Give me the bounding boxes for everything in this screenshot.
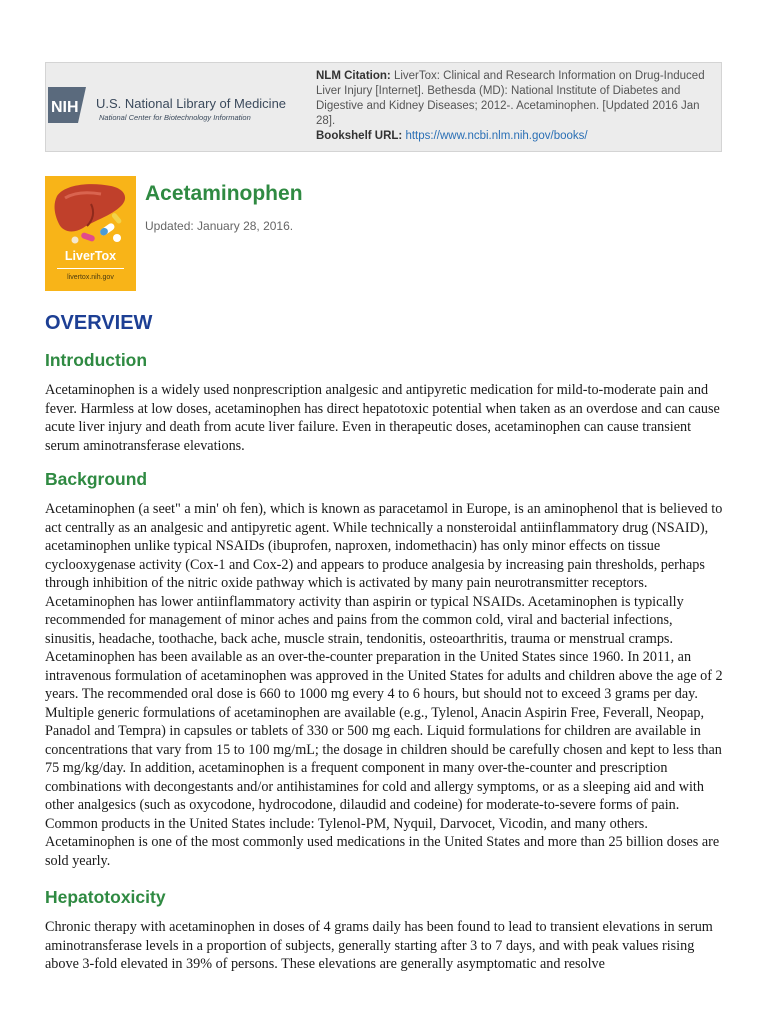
- citation-label: NLM Citation:: [316, 70, 391, 82]
- citation-text: [316, 69, 714, 144]
- hepatotoxicity-heading: Hepatotoxicity: [45, 887, 166, 907]
- nih-logo-icon: [48, 87, 86, 123]
- introduction-text: Acetaminophen is a widely used nonprescription analgesic and antipyretic medication for mild-to-moderate pain and fever. Harmless at low doses, acetaminophen has direct hepatotoxic potential when taken as an overdose and can cause acute liver injury and death from acute liver failure. Even in therapeutic doses, acetaminophen can cause transient serum aminotransferase elevations.: [45, 382, 720, 454]
- bookshelf-url-link[interactable]: https://www.ncbi.nlm.nih.gov/books/: [405, 130, 588, 142]
- nlm-name: U.S. National Library of Medicine: [96, 96, 287, 111]
- background-text: Acetaminophen (a seet" a min' oh fen), which is known as paracetamol in Europe, is an aminophenol that is believed to act centrally as an analgesic and antipyretic agent. While technically a nonsteroidal antiinflammatory drug (NSAID), acetaminophen unlike typical NSAIDs (ibuprofen, naproxen, indomethacin) has only minor effects on tissue cyclooxygenase activity (Cox-1 and Cox-2) and appears to produce analgesia by increasing pain thresholds, perhaps through inhibition of the nitric oxide pathway which is activated by many pain neurotransmitter receptors. Acetaminophen has lower antiinflammatory activity than aspirin or typical NSAIDs. Acetaminophen is typically recommended for management of minor aches and pains from the common cold, viral and bacterial infections, sinusitis, headache, toothache, back ache, muscle strain, tendonitis, osteoarthritis, trauma or menstrual cramps. Acetaminophen has been available as an over-the-counter preparation in the United States since 1960. In 2011, an intravenous formulation of acetaminophen was approved in the United States for adults and children above the age of 2 years. The recommended oral dose is 660 to 1000 mg every 4 to 6 hours, but should not to exceed 3 grams per day. Multiple generic formulations of acetaminophen are available (e.g., Tylenol, Anacin Aspirin Free, Feverall, Neopap, Panadol and Tempra) in capsules or tablets of 330 or 500 mg each. Liquid formulations for children are available in concentrations that vary from 15 to 100 mg/mL; the dosage in children should be carefully chosen and kept to less than 75 mg/kg/day. In addition, acetaminophen is a frequent component in many over-the-counter and prescription combinations with decongestants and/or antihistamines for cold and allergy symptoms, or as a sleeping aid and with other analgesics (such as oxycodone, hydrocodone, dilaudid and codeine) for moderate-to-severe forms of pain. Common products in the United States include: Tylenol-PM, Nyquil, Darvocet, Vicodin, and many others. Acetaminophen is one of the most commonly used medications in the United States and more than 25 billion doses are sold yearly.: [45, 501, 723, 869]
- overview-heading: OVERVIEW: [45, 312, 153, 334]
- cover-divider: [57, 268, 124, 269]
- page-title: Acetaminophen: [145, 182, 303, 205]
- livertox-cover-image: [45, 176, 136, 291]
- introduction-heading: Introduction: [45, 350, 148, 370]
- livertox-url: livertox.nih.gov: [67, 274, 114, 281]
- background-heading: Background: [45, 469, 148, 489]
- nlm-subtitle: National Center for Biotechnology Information: [99, 113, 251, 122]
- updated-date: Updated: January 28, 2016.: [145, 219, 294, 233]
- svg-text:NIH: NIH: [51, 99, 79, 116]
- citation-body: LiverTox: Clinical and Research Information on Drug-Induced Liver Injury [Internet]. Bethesda (MD): National Institute of Diabetes and Digestive and Kidney Diseases; 2012-. Acetaminophen. [Updated 2016 Jan 28].: [316, 70, 705, 127]
- bookshelf-label: Bookshelf URL:: [316, 130, 403, 142]
- hepatotoxicity-text: Chronic therapy with acetaminophen in doses of 4 grams daily has been found to lead to transient elevations in serum aminotransferase levels in a proportion of subjects, generally starting after 3 to 7 days, and with peak values rising above 3-fold elevated in 39% of persons. These elevations are generally asymptomatic and resolve: [45, 919, 713, 972]
- liver-icon: [51, 182, 131, 248]
- livertox-brand: LiverTox: [64, 249, 117, 263]
- citation-box: [45, 62, 722, 152]
